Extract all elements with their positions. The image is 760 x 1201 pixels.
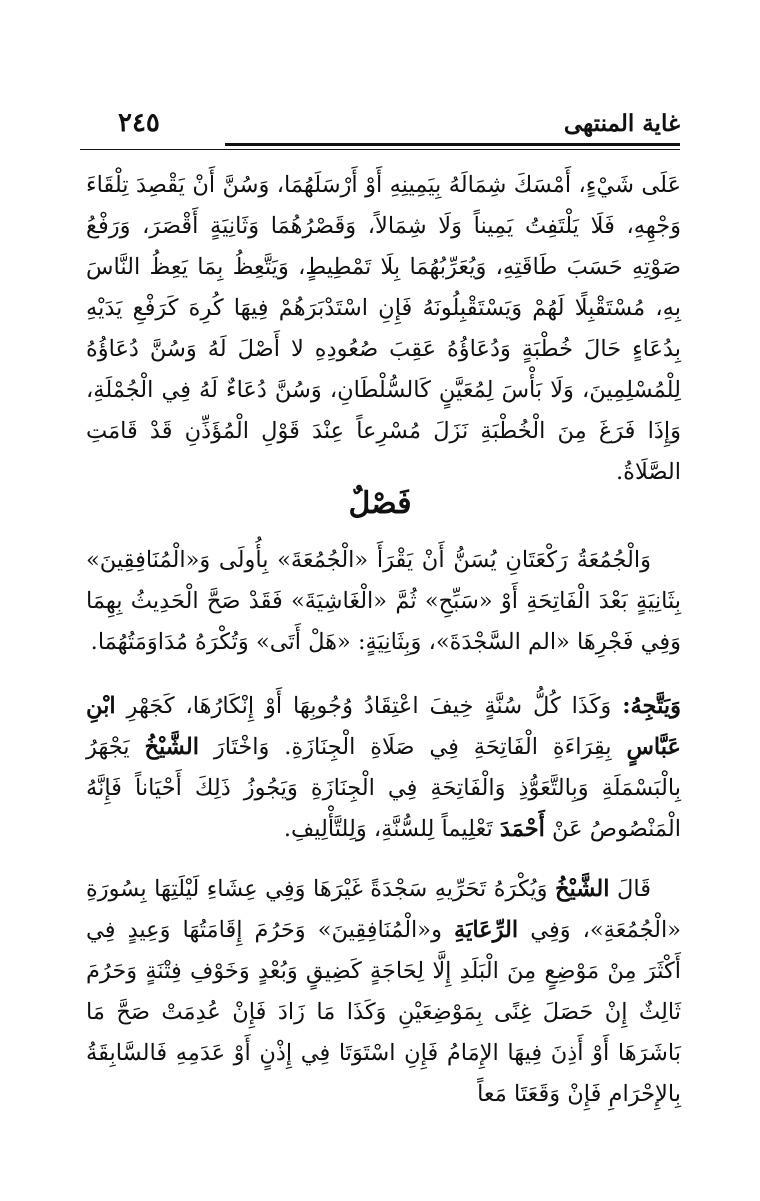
text-span: يَجْهَرُ بِالْبَسْمَلَةِ وَبِالتَّعَوُّذِ وَالْفَاتِحَةِ فِي الْجِنَازَةِ وَيَجُوزُ ذَلِكَ أَحْيَاناً فَإِنَّهُ الْمَنْصُوصُ عَنْ [86, 734, 681, 842]
page-header [80, 108, 680, 148]
name-ahmad: أَحْمَدَ [499, 816, 545, 842]
page-number: ٢٤٥ [118, 108, 160, 138]
text-span: وَيُكْرَهُ تَحَرِّيهِ سَجْدَةً غَيْرَهَا وَفِي عِشَاءِ لَيْلَتِهَا بِسُورَةِ «الْجُمُعَةِ»، وَفِي [86, 876, 681, 943]
text-span: تَعْلِيماً لِلسُّنَّةِ، وَلِلتَّأْلِيفِ. [283, 816, 500, 842]
paragraph-2: وَالْجُمُعَةُ رَكْعَتَانِ يُسَنُّ أَنْ يَقْرَأَ «الْجُمُعَةَ» بِأُولَى وَ«الْمُنَافِقِينَ» بِثَانِيَةٍ بَعْدَ الْفَاتِحَةِ أَوْ «سَبِّحِ» ثُمَّ «الْغَاشِيَةَ» فَقَدْ صَحَّ الْحَدِيثُ بِهِمَا وَفِي فَجْرِهَا «الم السَّجْدَةَ»، وَبِثَانِيَةٍ: «هَلْ أَتَى» وَتُكْرَهُ مُدَاوَمَتُهُمَا. [86, 547, 681, 655]
text-span: و«الْمُنَافِقِينَ» وَحَرُمَ إِقَامَتُهَا وَعِيدٍ فِي أَكْثَرَ مِنْ مَوْضِعٍ مِنَ الْبَلَدِ إِلَّا لِحَاجَةٍ كَضِيقٍ وَبُعْدٍ وَخَوْفِ فِتْنَةٍ وَحَرُمَ ثَالِثٌ إِنْ حَصَلَ غِنًى بِمَوْضِعَيْنِ وَكَذَا مَا زَادَ فَإِنْ عُدِمَتْ صَحَّ مَا بَاشَرَهَا أَوْ أَذِنَ فِيهَا الإِمَامُ فَإِنِ اسْتَوَتَا فِي إِذْنٍ أَوْ عَدَمِهِ فَالسَّابِقَةُ بِالإِحْرَامِ فَإِنْ وَقَعَتَا مَعاً [86, 917, 681, 1107]
book-al-riaya: الرِّعَايَةِ [454, 917, 519, 943]
paragraph-1: عَلَى شَيْءٍ، أَمْسَكَ شِمَالَهُ بِيَمِينِهِ أَوْ أَرْسَلَهُمَا، وَسُنَّ أَنْ يَقْصِدَ تِلْقَاءَ وَجْهِهِ، فَلَا يَلْتَفِتُ يَمِيناً وَلَا شِمَالاً، وَقَصْرُهُمَا وَثَانِيَةٍ أَقْصَرَ، وَرَفْعُ صَوْتِهِ حَسَبَ طَاقَتِهِ، وَيُعَرِّبُهُمَا بِلَا تَمْطِيطٍ، وَيَتَّعِظُ بِمَا يَعِظُ النَّاسَ بِهِ، مُسْتَقْبِلًا لَهُمْ وَيَسْتَقْبِلُونَهُ فَإِنِ اسْتَدْبَرَهُمْ فِيهَا كُرِهَ كَرَفْعِ يَدَيْهِ بِدُعَاءٍ حَالَ خُطْبَةٍ وَدُعَاؤُهُ عَقِبَ صُعُودِهِ لا أَصْلَ لَهُ وَسُنَّ دُعَاؤُهُ لِلْمُسْلِمِينَ، وَلَا بَأْسَ لِمُعَيَّنٍ كَالسُّلْطَانِ، وَسُنَّ دُعَاءٌ لَهُ فِي الْجُمْلَةِ، وَإِذَا فَرَغَ مِنَ الْخُطْبَةِ نَزَلَ مُسْرِعاً عِنْدَ قَوْلِ الْمُؤَذِّنِ قَدْ قَامَتِ الصَّلَاةُ. [86, 172, 681, 485]
text-span: قَالَ [609, 876, 651, 902]
name-al-shaykh: الشَّيْخُ [144, 734, 199, 760]
paragraph-4 [86, 869, 681, 1115]
text-span: وَكَذَا كُلُّ سُنَّةٍ خِيفَ اعْتِقَادُ وُجُوبِهَا أَوْ إِنْكَارُهَا، كَجَهْرِ [115, 693, 623, 719]
paragraph-3 [86, 686, 681, 850]
lead-term: وَيَتَّجِهُ: [622, 693, 681, 719]
name-ibn-abbas: ابْنِ عَبَّاسٍ [86, 693, 681, 760]
name-al-shaykh: الشَّيْخُ [555, 876, 610, 902]
running-title: غاية المنتهى [563, 110, 680, 137]
section-heading: فَصْلٌ [348, 486, 412, 521]
header-rule-thin [80, 149, 680, 150]
header-rule-thick [225, 143, 680, 146]
text-span: بِقِرَاءَةِ الْفَاتِحَةِ فِي صَلَاةِ الْجِنَازَةِ. وَاخْتَارَ [198, 734, 627, 760]
